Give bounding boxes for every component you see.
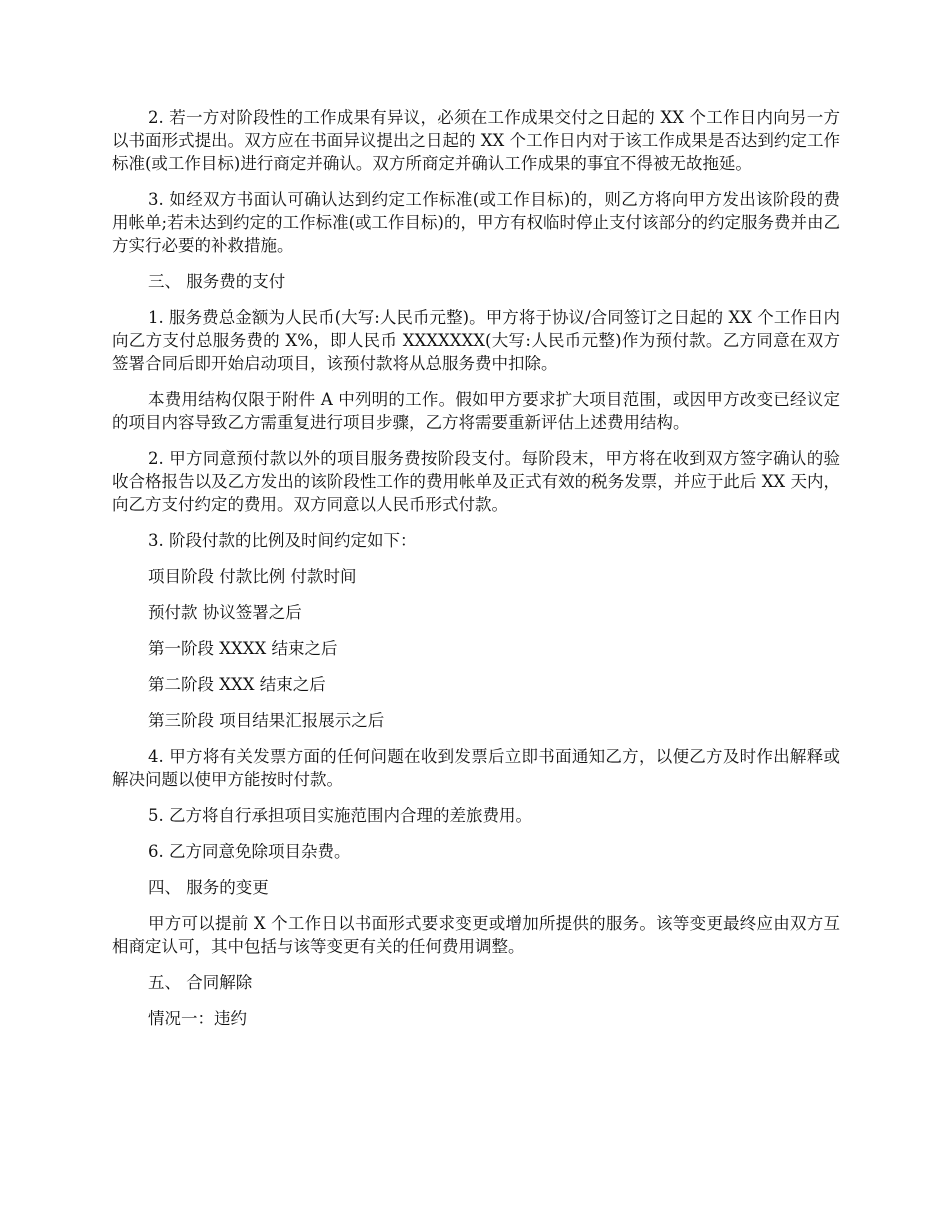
paragraph-misc-fees: 6. 乙方同意免除项目杂费。 <box>148 842 351 861</box>
paragraph-travel-expenses: 5. 乙方将自行承担项目实施范围内合理的差旅费用。 <box>148 806 532 825</box>
paragraph-payment-schedule-intro: 3. 阶段付款的比例及时间约定如下： <box>148 531 417 550</box>
paragraph-objection-clause: 2. 若一方对阶段性的工作成果有异议，必须在工作成果交付之日起的 XX 个工作日内向另一方以书面形式提出。双方应在书面异议提出之日起的 XX 个工作日内对于该工作成果是否达到约定工作标准(或工作目标)进行商定并确认。双方所商定并确认工作成果的事宜不得被无故拖延。 <box>112 108 840 173</box>
schedule-line-stage-1: 第一阶段 XXXX 结束之后 <box>148 639 338 658</box>
section-heading-termination: 五、 合同解除 <box>148 973 253 992</box>
section-heading-payment: 三、 服务费的支付 <box>148 272 286 291</box>
paragraph-fee-structure: 本费用结构仅限于附件 A 中列明的工作。假如甲方要求扩大项目范围，或因甲方改变已经议定的项目内容导致乙方需重复进行项目步骤，乙方将需要重新评估上述费用结构。 <box>112 390 840 432</box>
paragraph-stage-payment: 2. 甲方同意预付款以外的项目服务费按阶段支付。每阶段末，甲方将在收到双方签字确认的验收合格报告以及乙方发出的该阶段性工作的费用帐单及正式有效的税务发票，并应于此后 XX 天内，向乙方支付约定的费用。双方同意以人民币形式付款。 <box>112 449 840 514</box>
paragraph-billing-clause: 3. 如经双方书面认可确认达到约定工作标准(或工作目标)的，则乙方将向甲方发出该阶段的费用帐单;若未达到约定的工作标准(或工作目标)的，甲方有权临时停止支付该部分的约定服务费并由乙方实行必要的补救措施。 <box>112 190 840 255</box>
paragraph-invoice-issues: 4. 甲方将有关发票方面的任何问题在收到发票后立即书面通知乙方，以便乙方及时作出解释或解决问题以使甲方能按时付款。 <box>112 747 840 789</box>
paragraph-service-change: 甲方可以提前 X 个工作日以书面形式要求变更或增加所提供的服务。该等变更最终应由双方互相商定认可，其中包括与该等变更有关的任何费用调整。 <box>112 914 840 956</box>
paragraph-case-one-breach: 情况一：违约 <box>148 1009 247 1028</box>
paragraph-total-fee: 1. 服务费总金额为人民币(大写:人民币元整)。甲方将于协议/合同签订之日起的 XX 个工作日内向乙方支付总服务费的 X%，即人民币 XXXXXXX(大写:人民币元整)作为预付款。乙方同意在双方签署合同后即开始启动项目，该预付款将从总服务费中扣除。 <box>112 308 840 373</box>
schedule-line-prepayment: 预付款 协议签署之后 <box>148 603 302 622</box>
schedule-line-stage-3: 第三阶段 项目结果汇报展示之后 <box>148 711 385 730</box>
section-heading-service-change: 四、 服务的变更 <box>148 878 269 897</box>
schedule-line-stage-2: 第二阶段 XXX 结束之后 <box>148 675 326 694</box>
schedule-header-line: 项目阶段 付款比例 付款时间 <box>148 567 357 586</box>
document-body <box>112 106 840 1043</box>
